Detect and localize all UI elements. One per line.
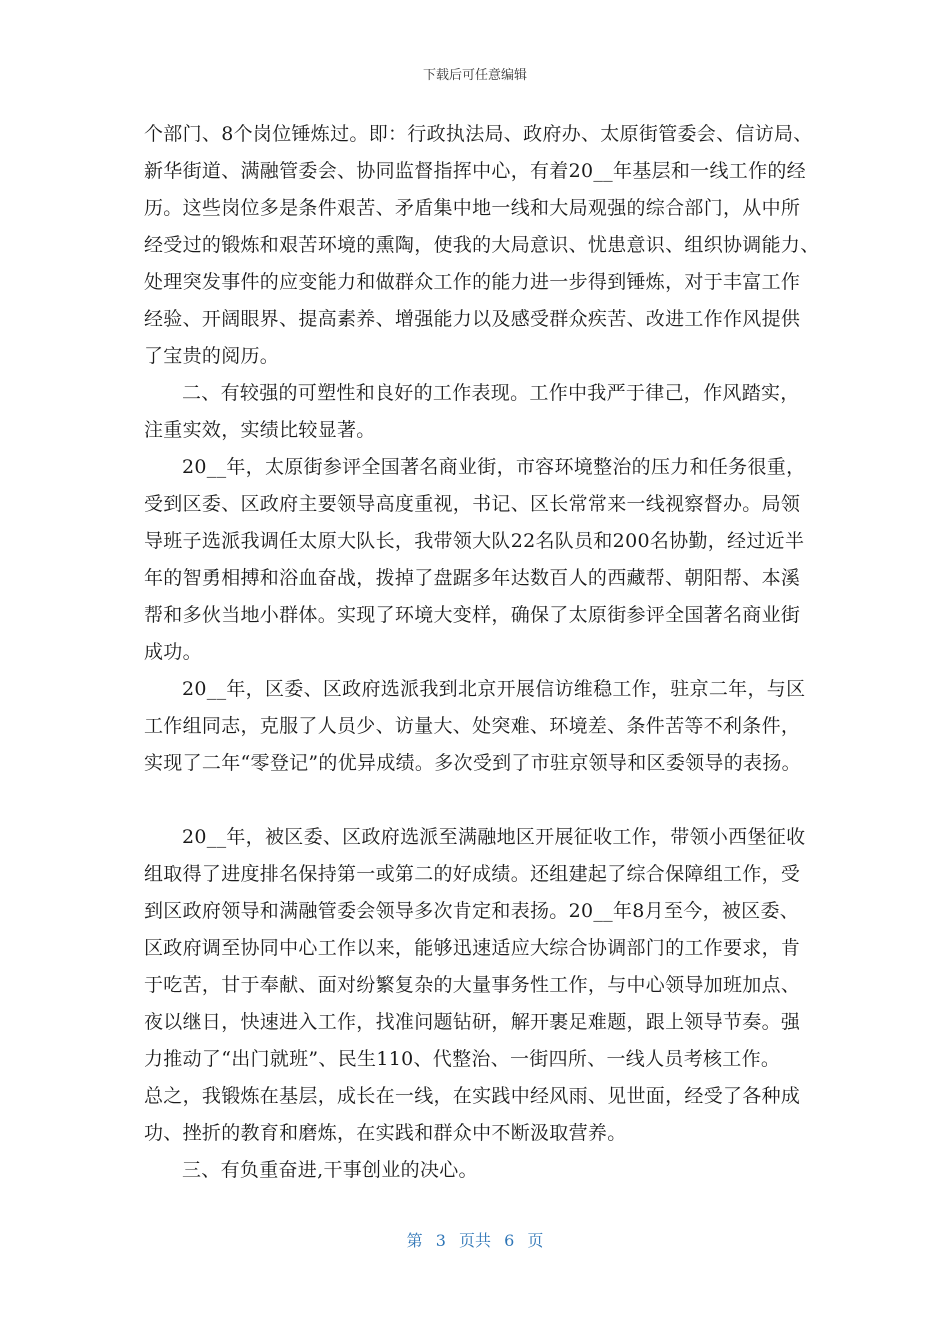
text-line: 注重实效，实绩比较显著。	[144, 419, 376, 441]
text-line: 工作组同志，克服了人员少、访量大、处突难、环境差、条件苦等不利条件，	[144, 715, 801, 737]
blank-line	[144, 782, 808, 819]
text-line: 总之，我锻炼在基层，成长在一线，在实践中经风雨、见世面，经受了各种成	[144, 1085, 801, 1107]
text-line: 年的智勇相搏和浴血奋战，拨掉了盘踞多年达数百人的西藏帮、朝阳帮、本溪	[144, 567, 801, 589]
text-line: 受到区委、区政府主要领导高度重视，书记、区长常常来一线视察督办。局领	[144, 493, 801, 515]
paragraph-start-line: 20__年，太原街参评全国著名商业街，市容环境整治的压力和任务很重，	[182, 456, 806, 478]
text-line: 经验、开阔眼界、提高素养、增强能力以及感受群众疾苦、改进工作作风提供	[144, 308, 801, 330]
text-line: 导班子选派我调任太原大队长，我带领大队22名队员和200名协勤，经过近半	[144, 530, 805, 552]
text-line: 于吃苦，甘于奉献、面对纷繁复杂的大量事务性工作，与中心领导加班加点、	[144, 974, 801, 996]
text-line: 个部门、8个岗位锤炼过。即：行政执法局、政府办、太原街管委会、信访局、	[144, 123, 813, 145]
text-line: 组取得了进度排名保持第一或第二的好成绩。还组建起了综合保障组工作，受	[144, 863, 801, 885]
text-line: 力推动了“出门就班”、民生110、代整治、一街四所、一线人员考核工作。	[144, 1048, 781, 1070]
text-line: 功、挫折的教育和磨炼，在实践和群众中不断汲取营养。	[144, 1122, 627, 1144]
text-line: 区政府调至协同中心工作以来，能够迅速适应大综合协调部门的工作要求，肯	[144, 937, 801, 959]
document-body	[144, 116, 820, 1189]
text-line: 新华街道、满融管委会、协同监督指挥中心，有着20__年基层和一线工作的经	[144, 160, 806, 182]
page-footer: 第 3 页共 6 页	[406, 1231, 544, 1250]
paragraph-start-line: 三、有负重奋进,干事创业的决心。	[182, 1159, 478, 1181]
paragraph-start-line: 20__年，区委、区政府选派我到北京开展信访维稳工作，驻京二年，与区	[182, 678, 806, 700]
text-line: 经受过的锻炼和艰苦环境的熏陶，使我的大局意识、忧患意识、组织协调能力、	[144, 234, 820, 256]
paragraph-start-line: 二、有较强的可塑性和良好的工作表现。工作中我严于律己，作风踏实，	[182, 382, 800, 404]
text-line: 帮和多伙当地小群体。实现了环境大变样，确保了太原街参评全国著名商业街	[144, 604, 801, 626]
text-line: 了宝贵的阅历。	[144, 345, 280, 367]
text-line: 实现了二年“零登记”的优异成绩。多次受到了市驻京领导和区委领导的表扬。	[144, 752, 801, 774]
paragraph-start-line: 20__年，被区委、区政府选派至满融地区开展征收工作，带领小西堡征收	[182, 826, 806, 848]
text-line: 处理突发事件的应变能力和做群众工作的能力进一步得到锤炼，对于丰富工作	[144, 271, 801, 293]
text-line: 到区政府领导和满融管委会领导多次肯定和表扬。20__年8月至今，被区委、	[144, 900, 800, 922]
text-line: 夜以继日，快速进入工作，找准问题钻研，解开裹足难题，跟上领导节奏。强	[144, 1011, 801, 1033]
page-header: 下载后可任意编辑	[422, 68, 527, 83]
text-line: 成功。	[144, 641, 202, 663]
text-line: 历。这些岗位多是条件艰苦、矛盾集中地一线和大局观强的综合部门，从中所	[144, 197, 801, 219]
